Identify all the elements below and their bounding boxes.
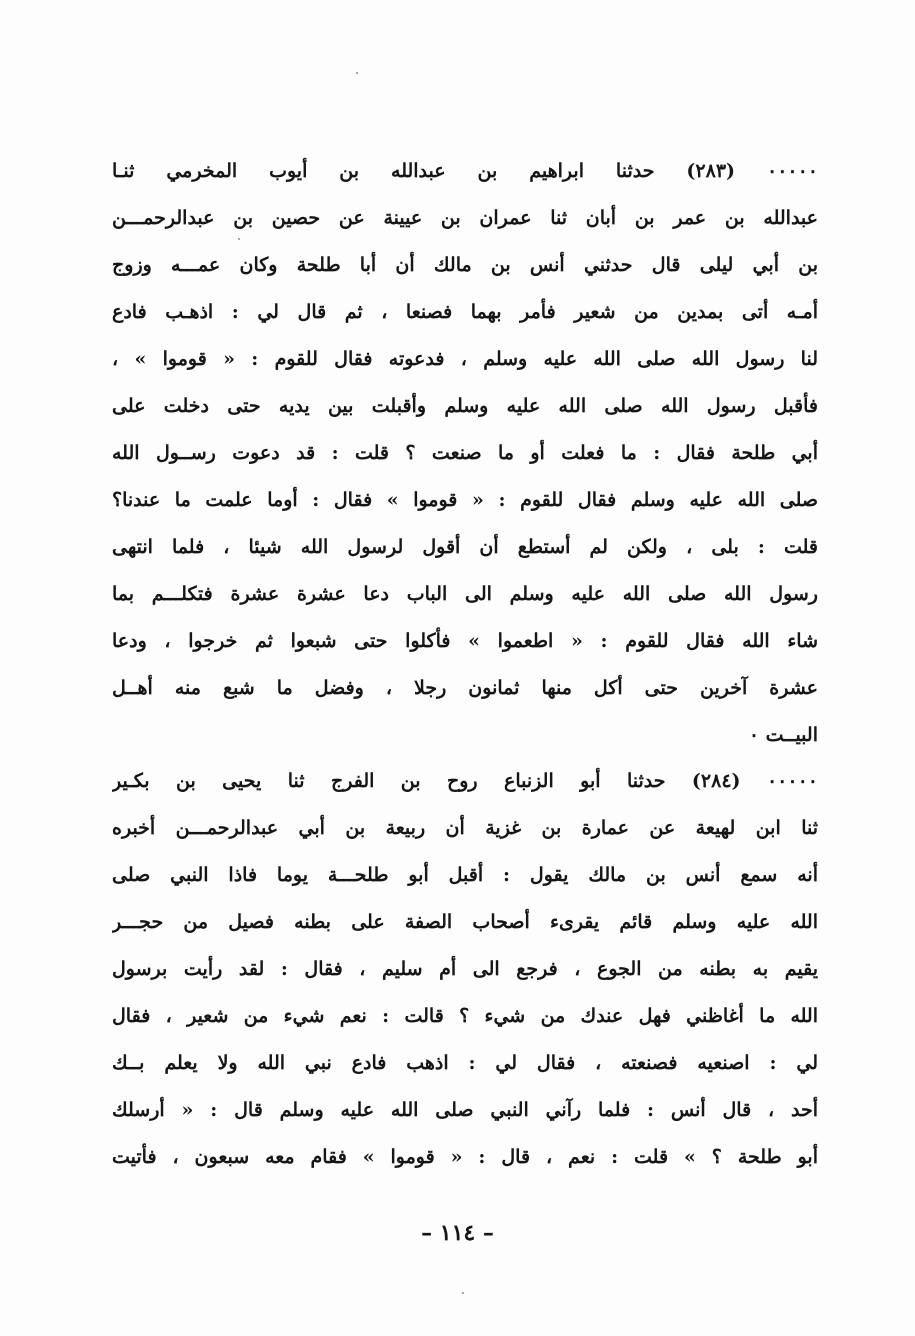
text-line: بن أبي ليلى قال حدثني أنس بن مالك أن أبا طلحة وكان عمـــه وزوج <box>112 254 818 276</box>
text-line: ٠٠٠٠٠ (٢٨٣) حدثنا ابراهيم بن عبدالله بن أيوب المخرمي ثنـا <box>112 160 818 182</box>
hadith-283-paragraph <box>112 148 818 759</box>
text-line: صلى الله عليه وسلم فقال للقوم : « قوموا » فقال : أوما علمت ما عندنا؟ <box>112 489 818 511</box>
text-line: أمـه أتى بمدين من شعير فأمر بهما فصنعا ، ثم قال لي : اذهـب فادع <box>112 301 818 323</box>
hadith-284-paragraph <box>112 758 818 1181</box>
text-line: البيــت ٠ <box>748 724 818 746</box>
text-line: الله ما أغاظني فهل عندك من شيء ؟ قالت : نعم شيء من شعير ، فقال <box>112 1005 818 1027</box>
text-line: فأقبل رسول الله صلى الله عليه وسلم وأقبلت بين يديه حتى دخلت على <box>112 395 818 417</box>
page-number: – ١١٤ – <box>421 1220 494 1246</box>
text-line: أحد ، قال أنس : فلما رآني النبي صلى الله عليه وسلم قال : « أرسلك <box>112 1099 818 1121</box>
text-line: الله عليه وسلم قائم يقرىء أصحاب الصفة على بطنه فصيل من حجـــر <box>112 911 818 933</box>
text-line: لنا رسول الله صلى الله عليه وسلم ، فدعوته فقال للقوم : « قوموا » ، <box>112 348 818 370</box>
text-line: ٠٠٠٠٠ (٢٨٤) حدثنا أبو الزنباع روح بن الفرج ثنا يحيى بن بكـير <box>112 770 818 792</box>
text-line: عشرة آخرين حتى أكل منها ثمانون رجلا ، وفضل ما شبع منه أهــل <box>112 677 818 699</box>
text-line: أنه سمع أنس بن مالك يقول : أقبل أبو طلحـــة يوما فاذا النبي صلى <box>112 864 818 886</box>
text-line: لي : اصنعيه فصنعته ، فقال لي : اذهب فادع نبي الله ولا يعلم بــك <box>112 1052 818 1074</box>
scan-speck <box>462 1292 464 1294</box>
text-line: يقيم به بطنه من الجوع ، فرجع الى أم سليم ، فقال : لقد رأيت برسول <box>112 958 818 980</box>
text-line: ثنا ابن لهيعة عن عمارة بن غزية أن ربيعة بن أبي عبدالرحمـــن أخبره <box>112 817 818 839</box>
text-line: أبي طلحة فقال : ما فعلت أو ما صنعت ؟ قلت : قد دعوت رســول الله <box>112 442 818 464</box>
text-line: عبدالله بن عمر بن أبان ثنا عمران بن عيينة عن حصين بن عبدالرحمـــن <box>112 207 818 229</box>
text-line: شاء الله فقال للقوم : « اطعموا » فأكلوا حتى شبعوا ثم خرجوا ، ودعا <box>112 630 818 652</box>
scan-speck <box>356 72 358 74</box>
text-line: رسول الله صلى الله عليه وسلم الى الباب دعا عشرة عشرة فتكلـــم بما <box>112 583 818 605</box>
text-line: قلت : بلى ، ولكن لم أستطع أن أقول لرسول الله شيئا ، فلما انتهى <box>112 536 818 558</box>
text-line: أبو طلحة ؟ » قلت : نعم ، قال : « قوموا » فقام معه سبعون ، فأتيت <box>112 1146 818 1168</box>
scan-speck <box>238 238 240 240</box>
